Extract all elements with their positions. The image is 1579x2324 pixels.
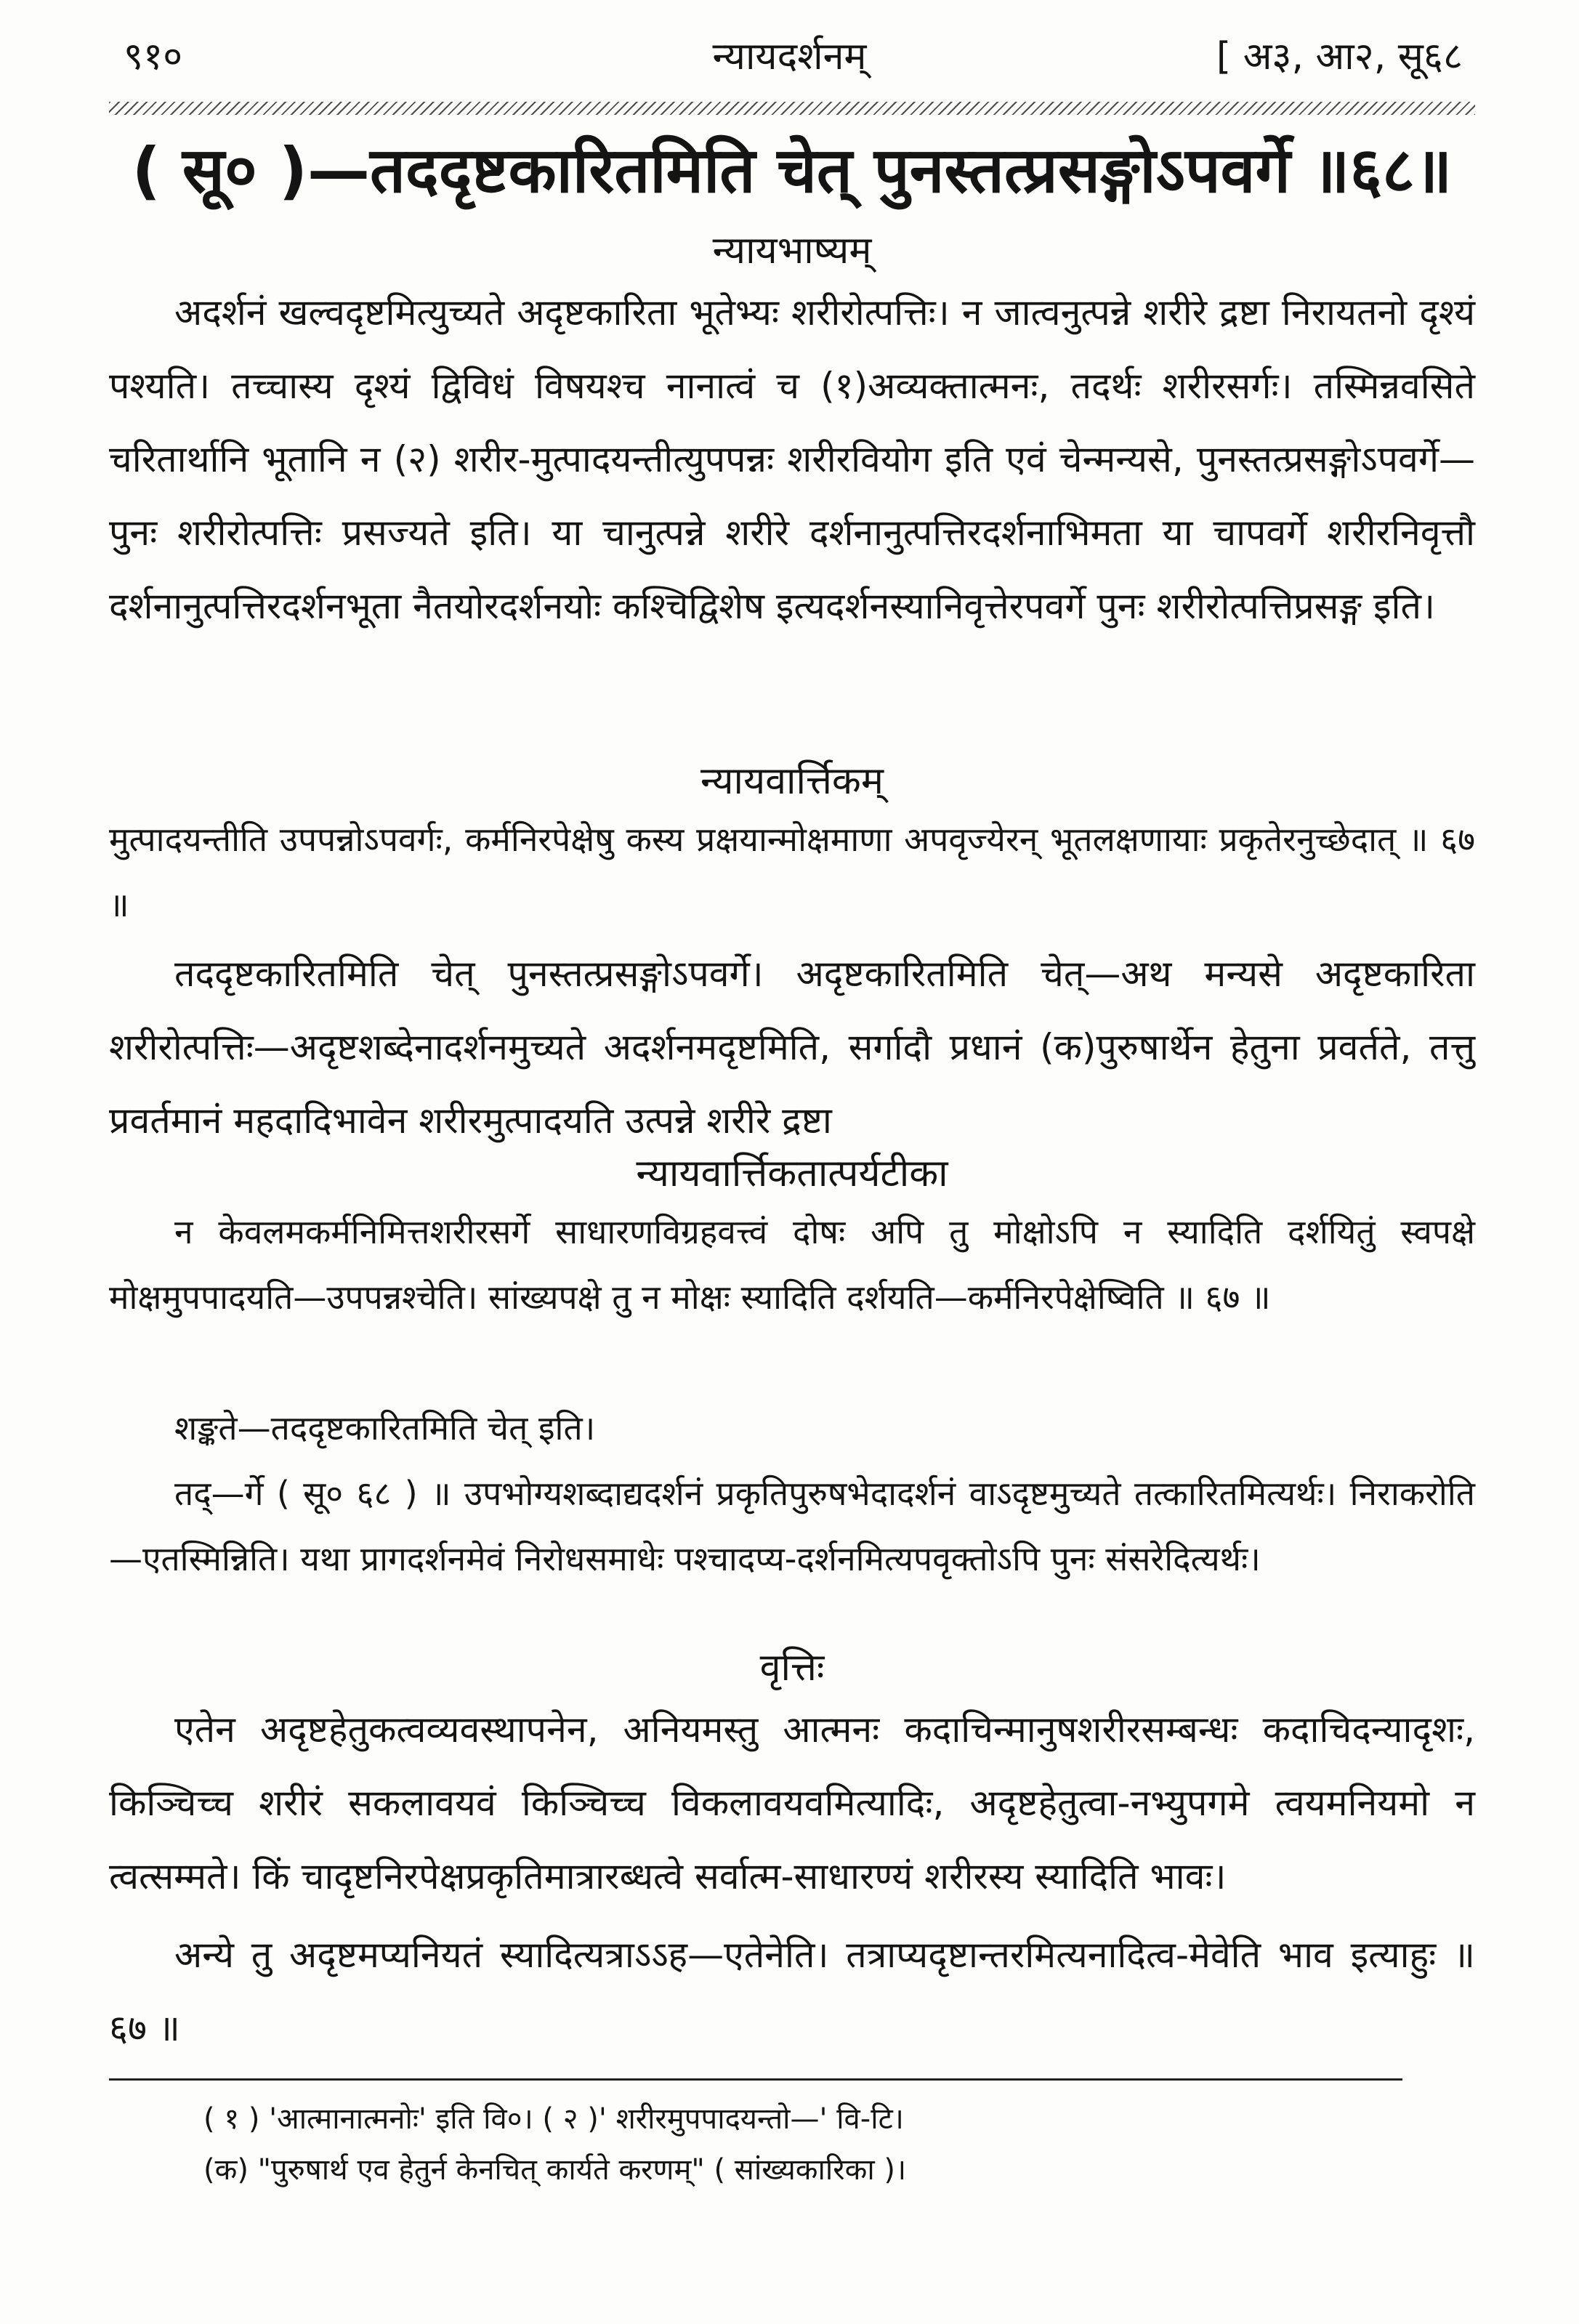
footnote-divider [109,2078,1402,2081]
running-title: न्यायदर्शनम् [712,35,867,78]
tika-title: न्यायवार्त्तिकतात्पर्यटीका [636,1152,948,1195]
vritti-text-2: अन्ये तु अदृष्टमप्यनियतं स्यादित्यत्राऽऽह—एतेनेति। तत्राप्यदृष्टान्तरमित्यनादित्व-मेवेति भाव इत्याहुः ॥ ६७ ॥ [109,1934,1475,2049]
header-wavy-divider [109,102,1475,115]
running-header [109,29,1470,87]
sutra-heading: ( सू० )—तददृष्टकारितमिति चेत् पुनस्तत्प्रसङ्गोऽपवर्गे ॥६८॥ [132,134,1453,207]
vritti-text-1: एतेन अदृष्टहेतुकत्वव्यवस्थापनेन, अनियमस्तु आत्मनः कदाचिन्मानुषशरीरसम्बन्धः कदाचिदन्यादृशः, किञ्चिच्च शरीरं सकलावयवं किञ्चिच्च विकलावयवमित्यादिः, अदृष्टहेतुत्वा-नभ्युपगमे त्वयमनियमो न त्वत्सम्मते। किं चादृष्टनिरपेक्षप्रकृतिमात्रारब्धत्वे सर्वात्म-साधारण्यं शरीरस्य स्यादिति भावः। [109,1708,1475,1897]
vartika-text: तददृष्टकारितमिति चेत् पुनस्तत्प्रसङ्गोऽपवर्गे। अदृष्टकारितमिति चेत्—अथ मन्यसे अदृष्टकारिता शरीरोत्पत्तिः—अदृष्टशब्देनादर्शनमुच्यते अदर्शनमदृष्टमिति, सर्गादौ प्रधानं (क)पुरुषार्थेन हेतुना प्रवर्तते, तत्तु प्रवर्तमानं महदादिभावेन शरीरमुत्पादयति उत्पन्ने शरीरे द्रष्टा [109,953,1475,1142]
vritti-title: वृत्तिः [759,1646,825,1690]
vartika-title: न्यायवार्त्तिकम् [700,759,884,803]
footnote-1: ( १ ) 'आत्मानात्मनोः' इति वि०। ( २ )' शरीरमुपपादयन्तो—' वि-टि। [203,2102,904,2136]
vartika-carry-text: मुत्पादयन्तीति उपपन्नोऽपवर्गः, कर्मनिरपेक्षेषु कस्य प्रक्षयान्मोक्षमाणा अपवृज्येरन् भूतलक्षणायाः प्रकृतेरनुच्छेदात् ॥ ६७ ॥ [109,820,1475,924]
tika-text-3: तद्—र्गे ( सू० ६८ ) ॥ उपभोग्यशब्दाद्यदर्शनं प्रकृतिपुरुषभेदादर्शनं वाऽदृष्टमुच्यते तत्कारितमित्यर्थः। निराकरोति—एतस्मिन्निति। यथा प्रागदर्शनमेवं निरोधसमाधेः पश्चादप्य-दर्शनमित्यपवृक्तोऽपि पुनः संसरेदित्यर्थः। [109,1474,1475,1578]
bhashya-text: अदर्शनं खल्वदृष्टमित्युच्यते अदृष्टकारिता भूतेभ्यः शरीरोत्पत्तिः। न जात्वनुत्पन्ने शरीरे द्रष्टा निरायतनो दृश्यं पश्यति। तच्चास्य दृश्यं द्विविधं विषयश्च नानात्वं च (१)अव्यक्तात्मनः, तदर्थः शरीरसर्गः। तस्मिन्नवसिते चरितार्थानि भूतानि न (२) शरीर-मुत्पादयन्तीत्युपपन्नः शरीरवियोग इति एवं चेन्मन्यसे, पुनस्तत्प्रसङ्गोऽपवर्गे—पुनः शरीरोत्पत्तिः प्रसज्यते इति। या चानुत्पन्ने शरीरे दर्शनानुत्पत्तिरदर्शनाभिमता या चापवर्गे शरीरनिवृत्तौ दर्शनानुत्पत्तिरदर्शनभूता नैतयोरदर्शनयोः कश्चिद्विशेष इत्यदर्शनस्यानिवृत्तेरपवर्गे पुनः शरीरोत्पत्तिप्रसङ्ग इति। [109,291,1475,627]
tika-text-2: शङ्कते—तददृष्टकारितमिति चेत् इति। [174,1408,596,1448]
tika-text-1: न केवलमकर्मनिमित्तशरीरसर्गे साधारणविग्रहवत्त्वं दोषः अपि तु मोक्षोऽपि न स्यादिति दर्शयितुं स्वपक्षे मोक्षमुपपादयति—उपपन्नश्चेति। सांख्यपक्षे तु न मोक्षः स्यादिति दर्शयति—कर्मनिरपेक्षेष्विति ॥ ६७ ॥ [109,1212,1475,1317]
bhashya-title: न्यायभाष्यम् [712,229,872,273]
chapter-reference: [ अ३, आ२, सू६८ [1216,35,1463,78]
footnote-2: (क) "पुरुषार्थ एव हेतुर्न केनचित् कार्यते करणम्" ( सांख्यकारिका )। [203,2153,907,2187]
page-number: ९१० [124,35,183,78]
